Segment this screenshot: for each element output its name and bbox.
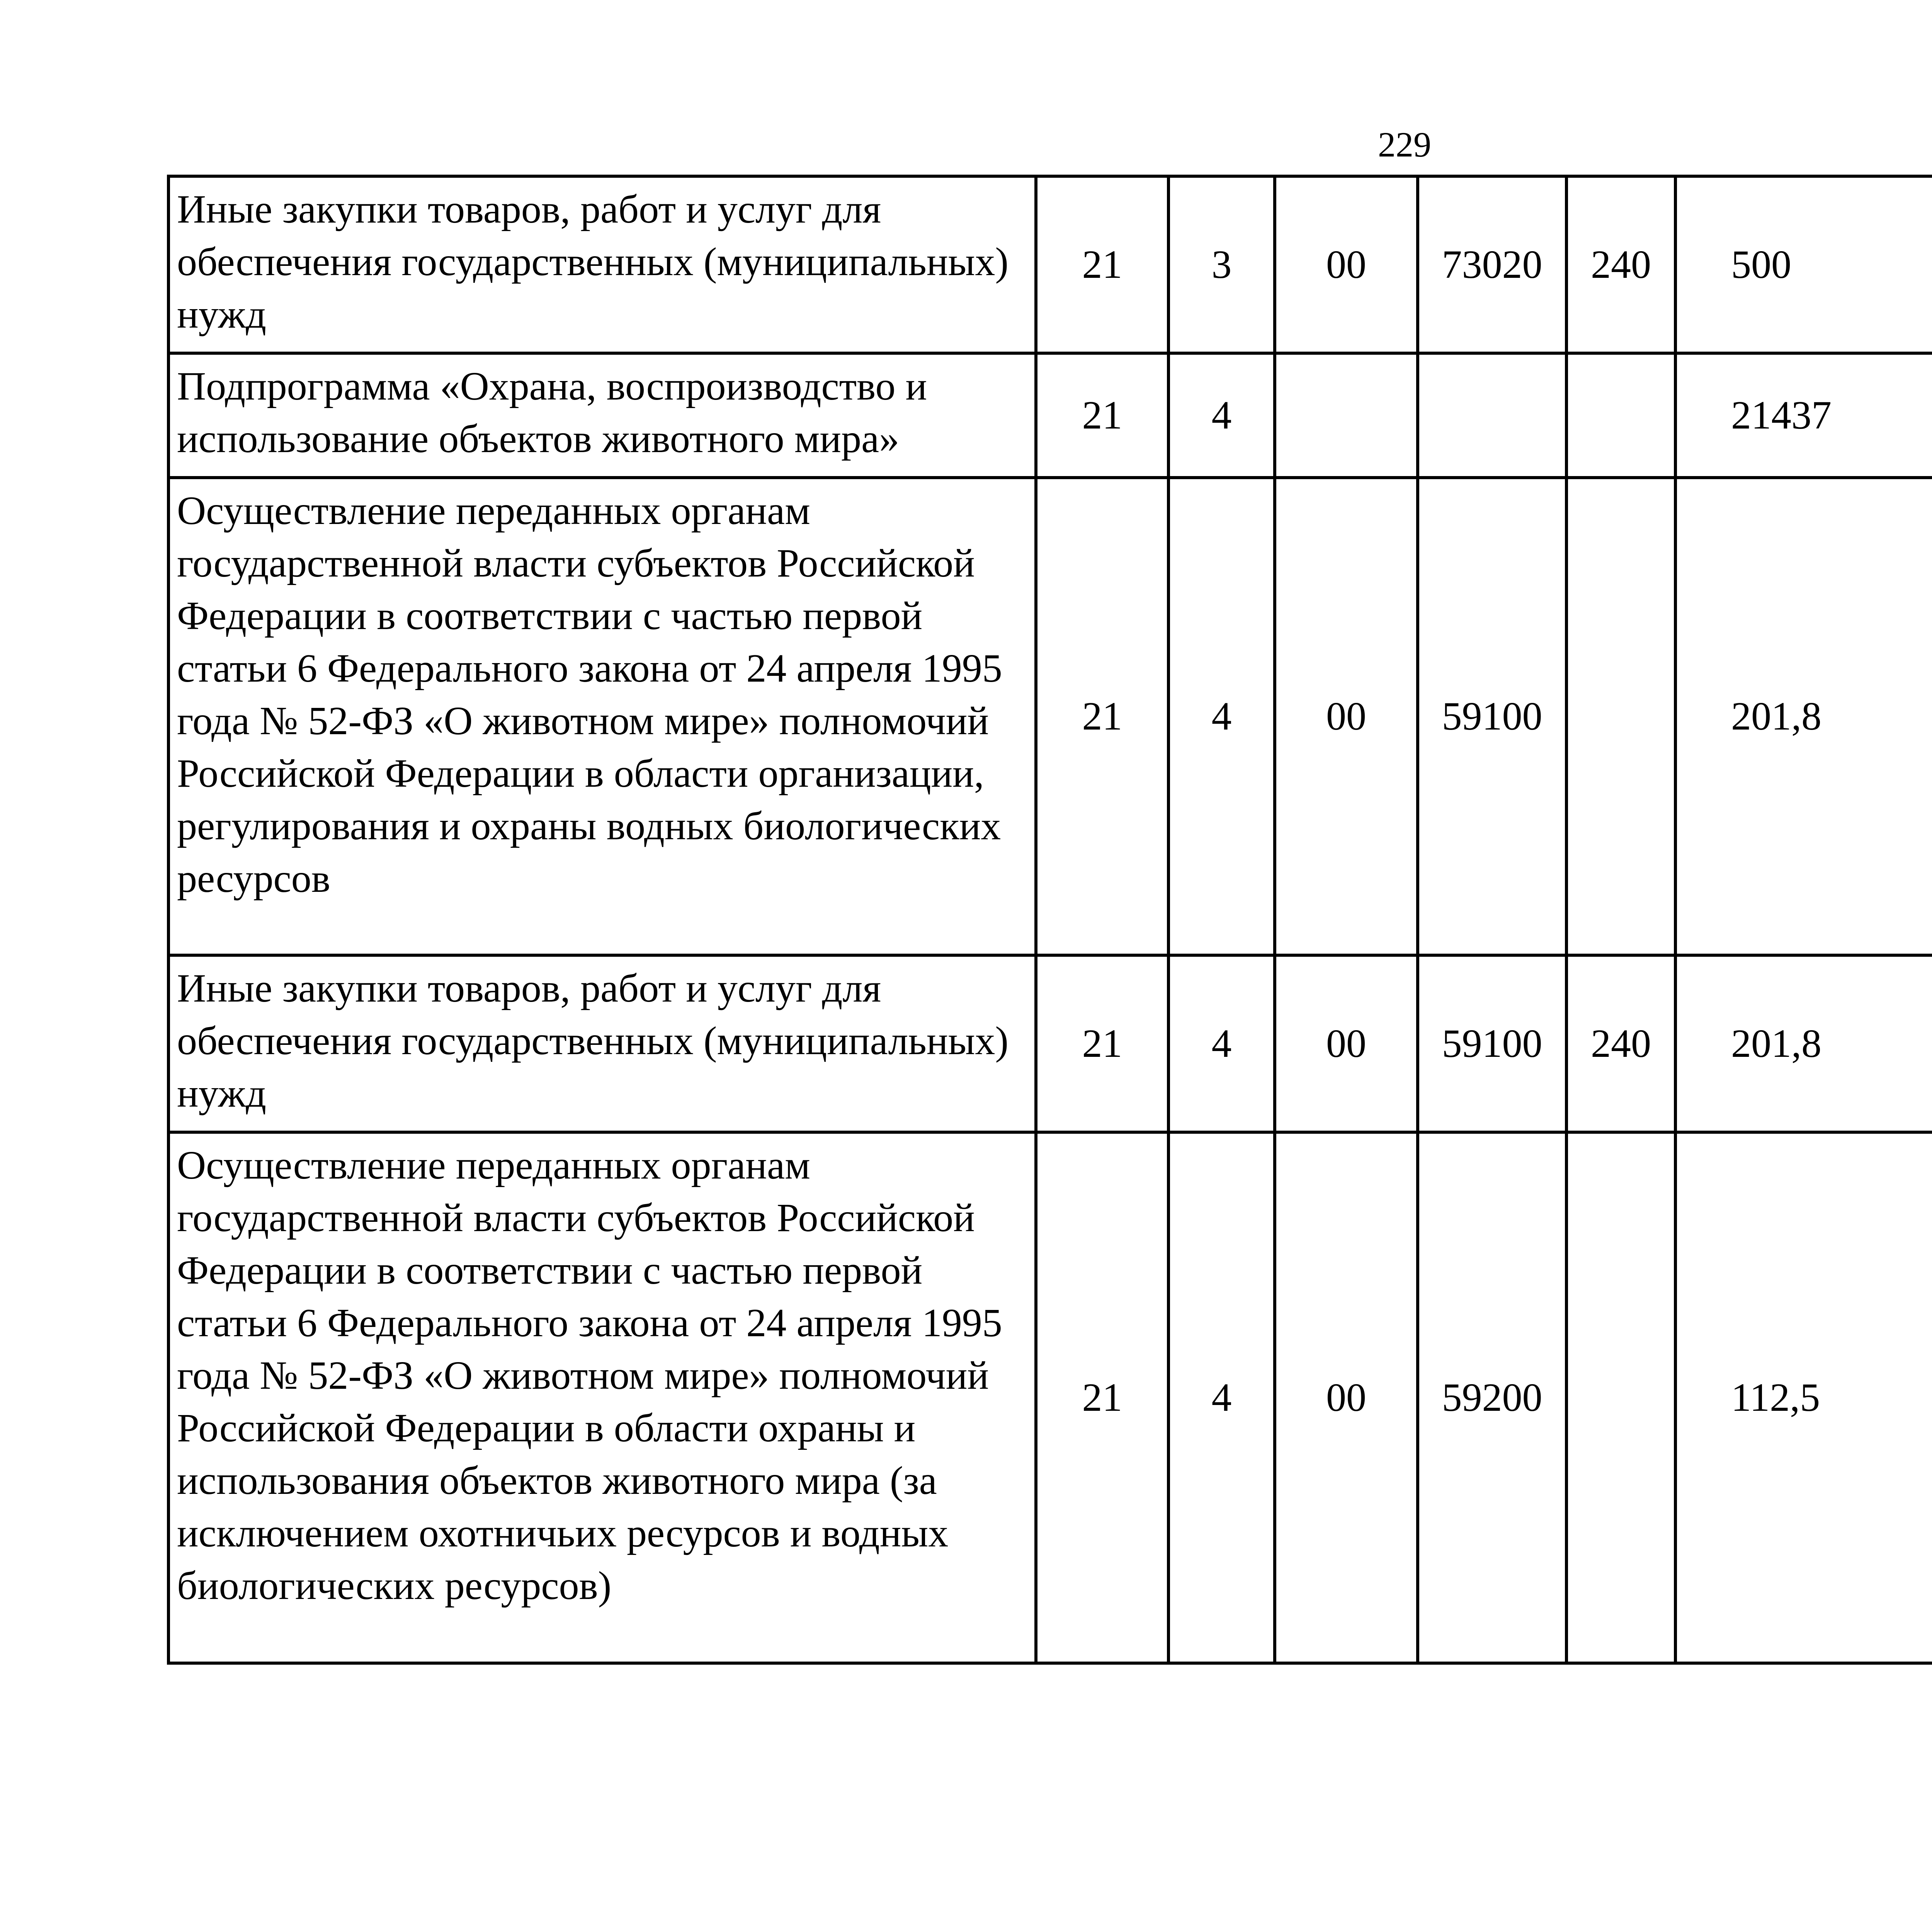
code-cell: 21 xyxy=(1036,955,1168,1132)
table-row xyxy=(168,478,1932,955)
row-name-cell: Осуществление переданных органам государственной власти субъектов Российской Федерации в соответствии с частью первой статьи 6 Федерального закона от 24 апреля 1995 года № 52-ФЗ «О животном мире» полномочий Российской Федерации в области организации, регулирования и охраны водных биологических ресурсов xyxy=(168,478,1036,955)
code-cell: 00 xyxy=(1275,478,1418,955)
code-cell xyxy=(1566,353,1675,478)
code-cell xyxy=(1566,1132,1675,1663)
table-row xyxy=(168,353,1932,478)
amount-cell: 201,8 xyxy=(1675,478,1932,955)
code-cell: 00 xyxy=(1275,176,1418,353)
code-cell xyxy=(1566,478,1675,955)
amount-cell: 112,5 xyxy=(1675,1132,1932,1663)
code-cell: 240 xyxy=(1566,176,1675,353)
code-cell: 240 xyxy=(1566,955,1675,1132)
row-name-cell: Подпрограмма «Охрана, воспроизводство и использование объектов животного мира» xyxy=(168,353,1036,478)
table-row xyxy=(168,1132,1932,1663)
code-cell: 00 xyxy=(1275,955,1418,1132)
code-cell: 4 xyxy=(1168,1132,1275,1663)
table-row xyxy=(168,176,1932,353)
amount-cell: 500 xyxy=(1675,176,1932,353)
code-cell xyxy=(1418,353,1566,478)
row-name-cell: Осуществление переданных органам государственной власти субъектов Российской Федерации в соответствии с частью первой статьи 6 Федерального закона от 24 апреля 1995 года № 52-ФЗ «О животном мире» полномочий Российской Федерации в области охраны и использования объектов животного мира (за исключением охотничьих ресурсов и водных биологических ресурсов) xyxy=(168,1132,1036,1663)
code-cell: 4 xyxy=(1168,478,1275,955)
code-cell: 21 xyxy=(1036,478,1168,955)
code-cell: 21 xyxy=(1036,176,1168,353)
page-number: 229 xyxy=(1378,125,1431,164)
table-row xyxy=(168,955,1932,1132)
row-name-cell: Иные закупки товаров, работ и услуг для обеспечения государственных (муниципальных) нужд xyxy=(168,176,1036,353)
amount-cell: 21437 xyxy=(1675,353,1932,478)
code-cell: 4 xyxy=(1168,955,1275,1132)
code-cell: 59100 xyxy=(1418,955,1566,1132)
code-cell: 73020 xyxy=(1418,176,1566,353)
budget-table xyxy=(167,175,1932,1665)
amount-cell: 201,8 xyxy=(1675,955,1932,1132)
row-name-cell: Иные закупки товаров, работ и услуг для обеспечения государственных (муниципальных) нужд xyxy=(168,955,1036,1132)
code-cell: 3 xyxy=(1168,176,1275,353)
code-cell: 59200 xyxy=(1418,1132,1566,1663)
code-cell: 59100 xyxy=(1418,478,1566,955)
code-cell: 21 xyxy=(1036,1132,1168,1663)
code-cell: 4 xyxy=(1168,353,1275,478)
code-cell xyxy=(1275,353,1418,478)
code-cell: 00 xyxy=(1275,1132,1418,1663)
code-cell: 21 xyxy=(1036,353,1168,478)
